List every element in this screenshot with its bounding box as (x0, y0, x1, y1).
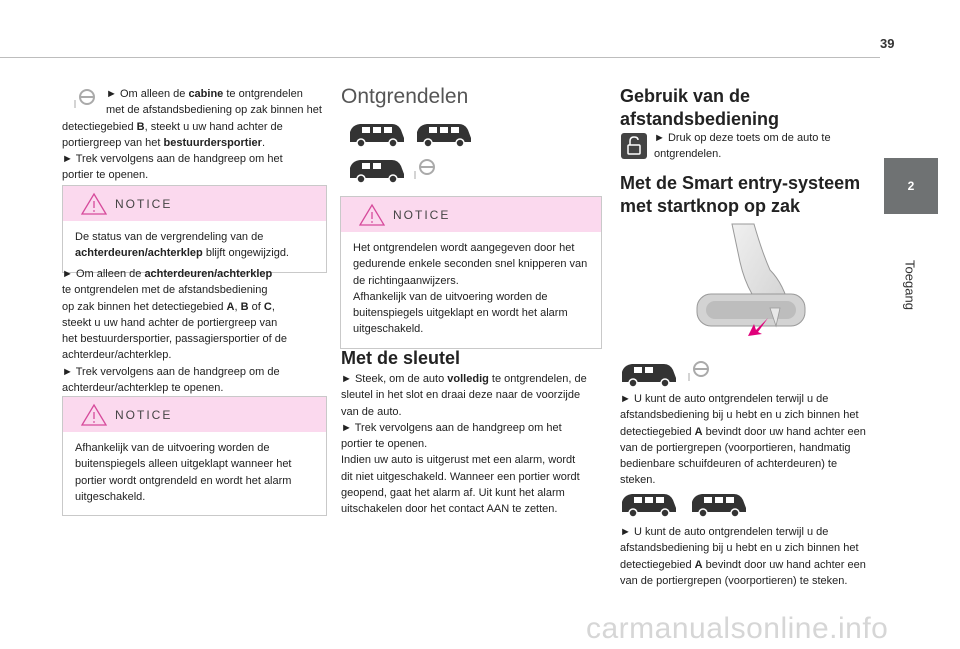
notice-title: NOTICE (393, 208, 451, 222)
notice-title: NOTICE (115, 408, 173, 422)
heading-gebruik-afstandsbediening (620, 85, 779, 131)
heading-smart-entry (620, 172, 860, 218)
unlock-button-icon (620, 132, 648, 160)
page-number: 39 (880, 36, 895, 51)
col3-paragraph-2: ► U kunt de auto ontgrendelen terwijl u de afstandsbediening bij u hebt en u zich binnen het detectiegebied A bevindt door uw hand achter een van de portiergrepen (voorportieren) te steken. (620, 526, 866, 587)
section-heading-ontgrendelen: Ontgrendelen (341, 85, 469, 108)
watermark: carmanualsonline.info (586, 612, 889, 645)
notice-box-2 (62, 396, 327, 516)
warning-icon (81, 403, 107, 427)
van-icon (690, 490, 748, 518)
notice-header (341, 197, 601, 232)
notice-body: Het ontgrendelen wordt aangegeven door het gedurende enkele seconden snel knipperen van de richtingaanwijzers. Afhankelijk van de uitvoering worden de buitenspiegels uitgeklapt en wordt het alarm uitgeschakeld. (353, 242, 588, 336)
col3-paragraph-1: ► U kunt de auto ontgrendelen terwijl u de afstandsbediening bij u hebt en u zich binnen het detectiegebied A bevindt door uw hand achter een van de portiergrepen (voorportieren, handmatig bedienbare schuifdeuren of achterdeuren) te steken. (620, 393, 866, 487)
notice-header (63, 397, 326, 432)
warning-icon (81, 192, 107, 216)
van-icon (415, 120, 473, 148)
notice-box-1 (62, 185, 327, 273)
heading-line: Gebruik van de (620, 86, 751, 106)
chapter-label-text: Toegang (902, 260, 918, 310)
notice-body: De status van de vergrendeling van de achterdeuren/achterklep blijft ongewijzigd. (75, 231, 289, 260)
subheading-met-de-sleutel: Met de sleutel (341, 348, 461, 368)
chapter-tab[interactable]: 2 (884, 158, 938, 214)
van-icon (620, 360, 678, 388)
col2-paragraph: ► Steek, om de auto volledig te ontgrendelen, de sleutel in het slot en draai deze naar de voorzijde van de auto. ► Trek vervolgens aan de handgreep om het portier te openen. Indien uw auto is uitgerust met een alarm, wordt dit niet uitgeschakeld. Wanneer een portier wordt geopend, gaat het alarm af. Uit kunt het alarm uitschakelen door het contact AAN te zetten. (341, 373, 587, 516)
col1-paragraph-2: ► Om alleen de achterdeuren/achterklep te ontgrendelen met de afstandsbediening op zak binnen het detectiegebied A, B of C, steekt u uw hand achter de portiergreep van het bestuurdersportier, passagiersportier of de achterdeur/achterklep. ► Trek vervolgens aan de handgreep om de achterdeur/achterklep te openen. (62, 268, 288, 395)
warning-icon (359, 203, 385, 227)
notice-title: NOTICE (115, 197, 173, 211)
unlock-button-text: ► Druk op deze toets om de auto te ontgrendelen. (654, 132, 831, 161)
hand-door-handle-illustration (692, 222, 807, 347)
van-icon (348, 120, 406, 148)
header-divider (0, 57, 880, 58)
chapter-label (870, 240, 950, 330)
van-icon (620, 490, 678, 518)
steering-wheel-icon (686, 360, 712, 384)
van-icon (348, 156, 406, 184)
heading-line: met startknop op zak (620, 196, 801, 216)
heading-line: Met de Smart entry-systeem (620, 173, 861, 193)
col1-paragraph-1: ► Om alleen de cabine te ontgrendelen met de afstandsbediening op zak binnen het detectiegebied B, steekt u uw hand achter de portiergreep van het bestuurdersportier. ► Trek vervolgens aan de handgreep om het portier te openen. (62, 88, 322, 182)
notice-body: Afhankelijk van de uitvoering worden de buitenspiegels alleen uitgeklapt wanneer het portier wordt ontgrendeld en wordt het alarm uitgeschakeld. (75, 442, 292, 503)
heading-line: afstandsbediening (620, 109, 780, 129)
notice-header (63, 186, 326, 221)
steering-wheel-icon (412, 158, 438, 182)
notice-box-3 (340, 196, 602, 349)
